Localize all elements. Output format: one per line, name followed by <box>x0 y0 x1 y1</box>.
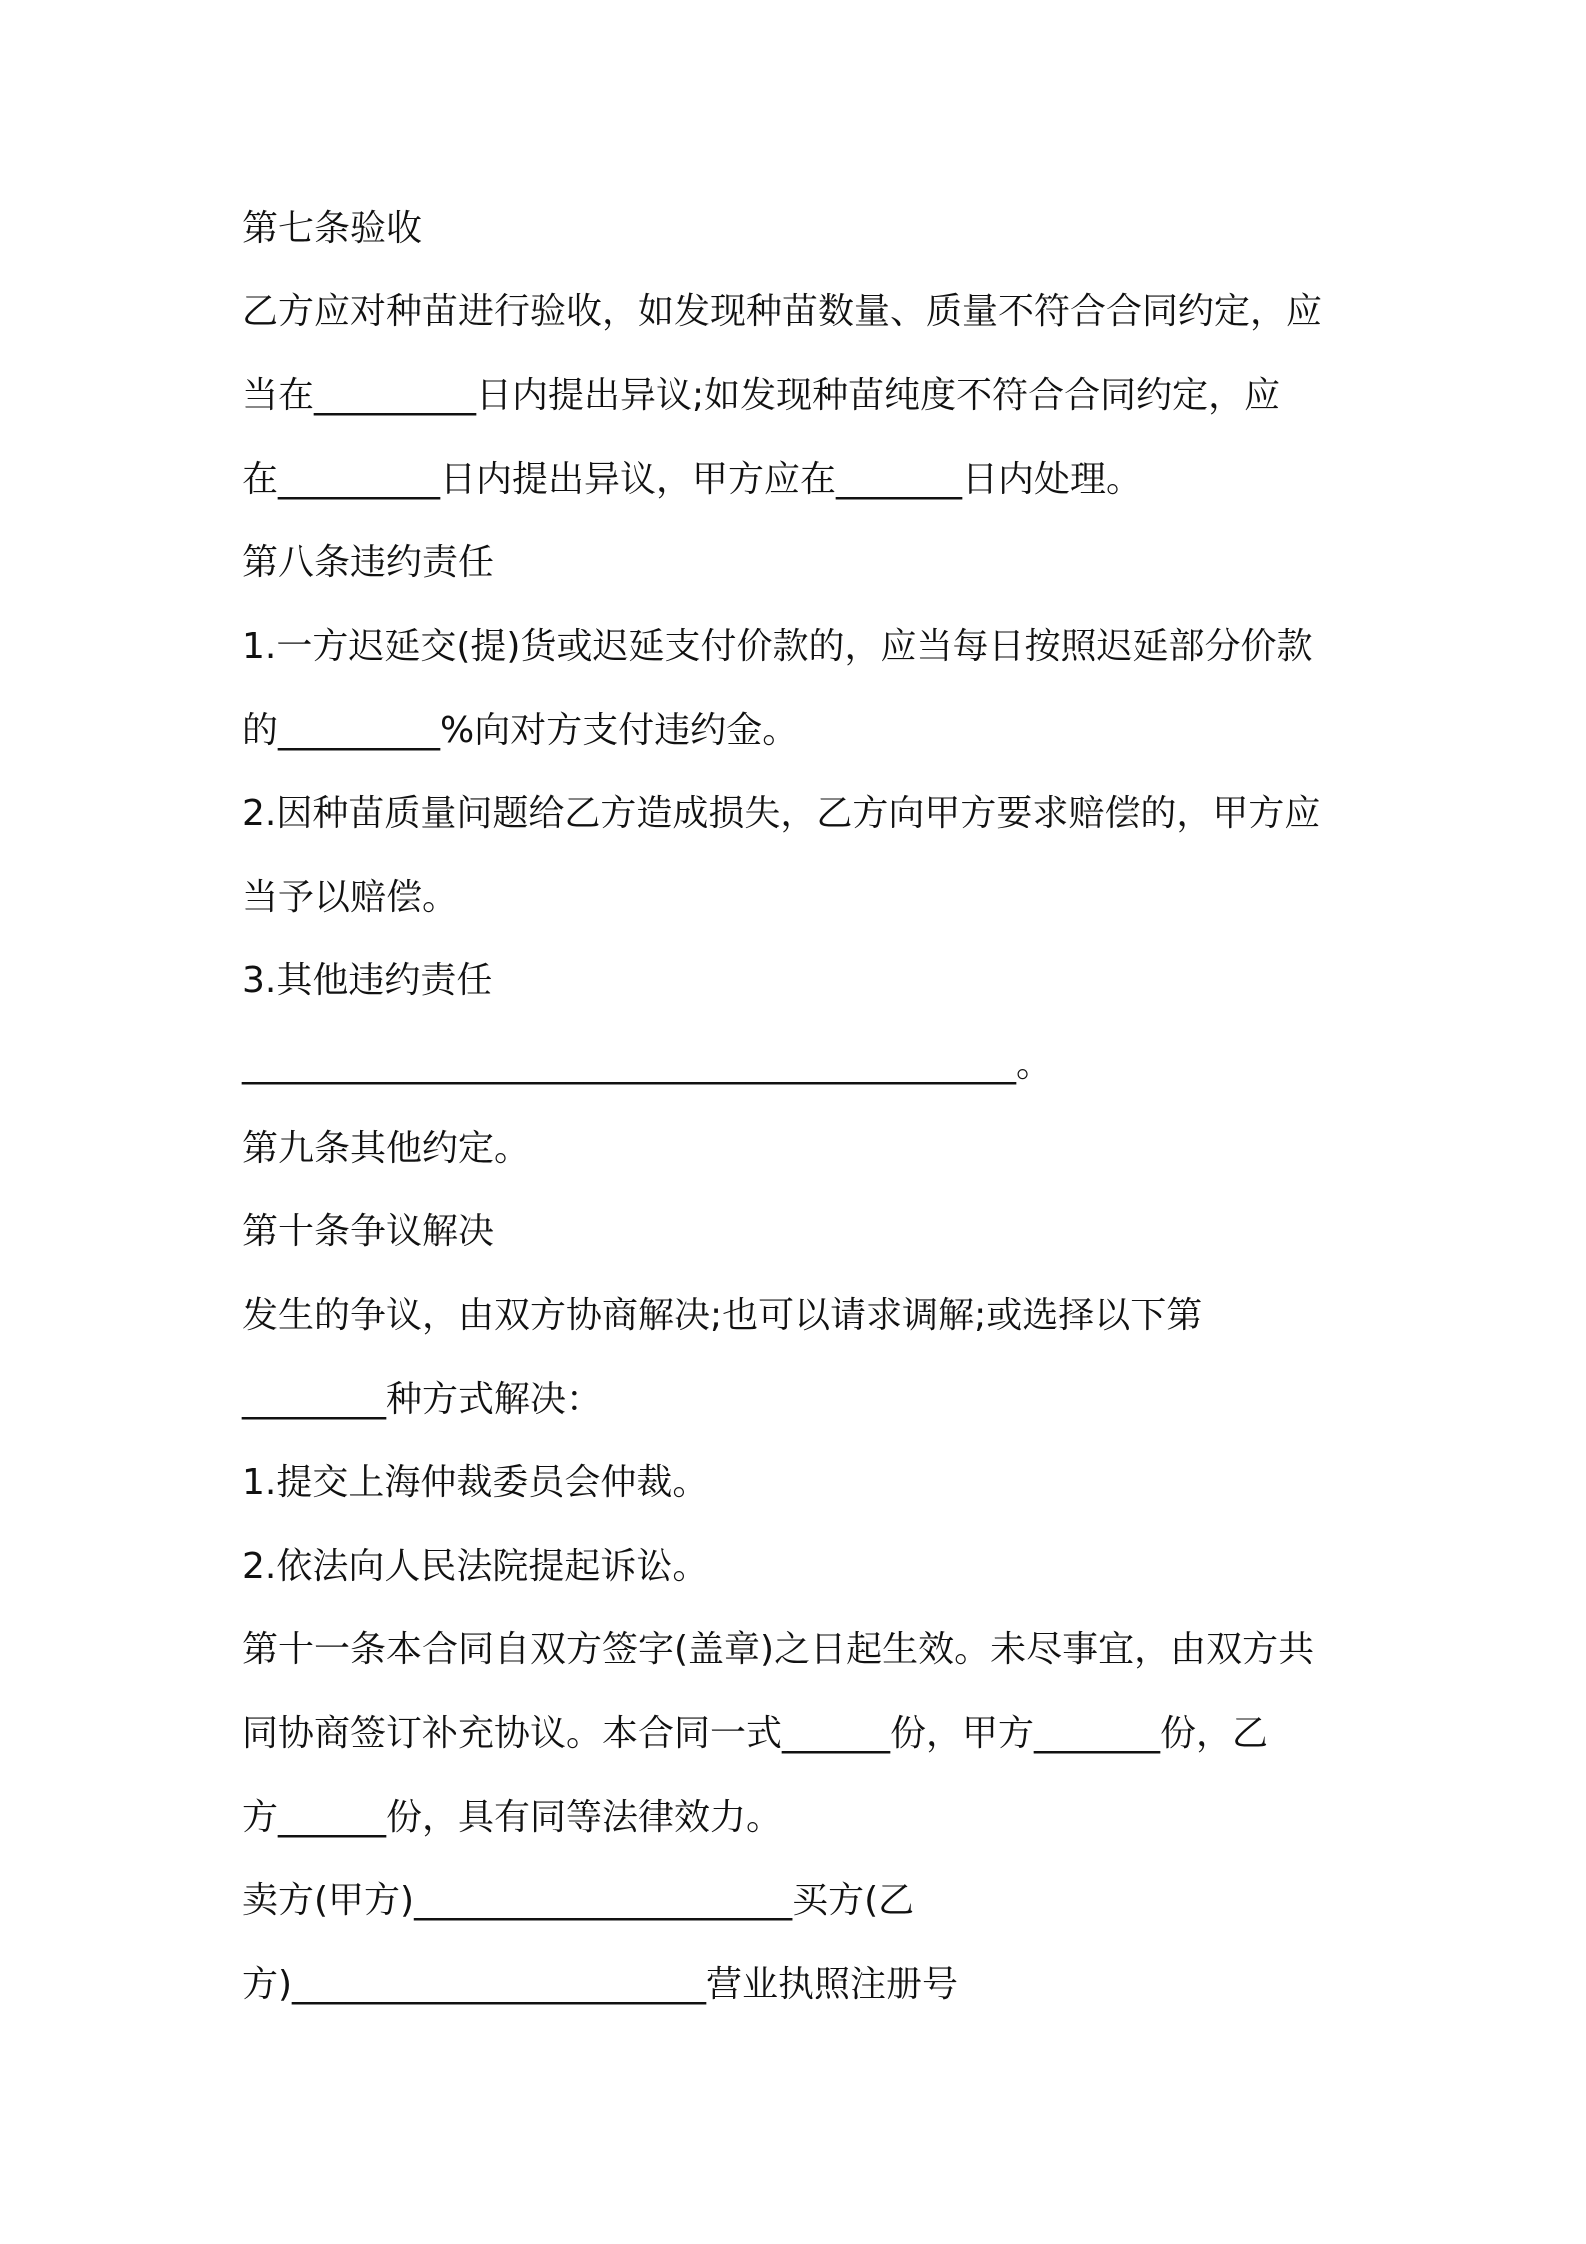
paragraph-line: 乙方应对种苗进行验收，如发现种苗数量、质量不符合合同约定，应 <box>242 291 1323 332</box>
paragraph-line: ________种方式解决： <box>242 1379 603 1420</box>
paragraph-line: 同协商签订补充协议。本合同一式______份，甲方_______份，乙 <box>242 1713 1269 1754</box>
paragraph-line: 当在_________日内提出异议;如发现种苗纯度不符合合同约定，应 <box>242 375 1281 416</box>
list-item: 2.依法向人民法院提起诉讼。 <box>242 1546 709 1587</box>
paragraph-line: 方______份，具有同等法律效力。 <box>242 1797 783 1838</box>
paragraph-line: 在_________日内提出异议，甲方应在_______日内处理。 <box>242 459 1143 500</box>
signature-line: 方)_______________________营业执照注册号 <box>242 1964 959 2005</box>
paragraph-line: 1.一方迟延交(提)货或迟延支付价款的，应当每日按照迟延部分价款 <box>242 626 1313 667</box>
signature-line: 卖方(甲方)_____________________买方(乙 <box>242 1880 915 1921</box>
list-item: 1.提交上海仲裁委员会仲裁。 <box>242 1462 709 1503</box>
paragraph-line: 3.其他违约责任 <box>242 960 493 1001</box>
paragraph-line: 发生的争议，由双方协商解决;也可以请求调解;或选择以下第 <box>242 1295 1203 1336</box>
paragraph-line: 第十一条本合同自双方签字(盖章)之日起生效。未尽事宜，由双方共 <box>242 1629 1315 1670</box>
article-9-heading: 第九条其他约定。 <box>242 1128 531 1169</box>
paragraph-line: 2.因种苗质量问题给乙方造成损失，乙方向甲方要求赔偿的，甲方应 <box>242 793 1321 834</box>
paragraph-line: 的_________%向对方支付违约金。 <box>242 710 799 751</box>
blank-fill-line: ___________________________________________。 <box>242 1044 1052 1085</box>
article-7-heading: 第七条验收 <box>242 208 423 249</box>
article-10-heading: 第十条争议解决 <box>242 1211 495 1252</box>
article-8-heading: 第八条违约责任 <box>242 542 495 583</box>
paragraph-line: 当予以赔偿。 <box>242 877 459 918</box>
